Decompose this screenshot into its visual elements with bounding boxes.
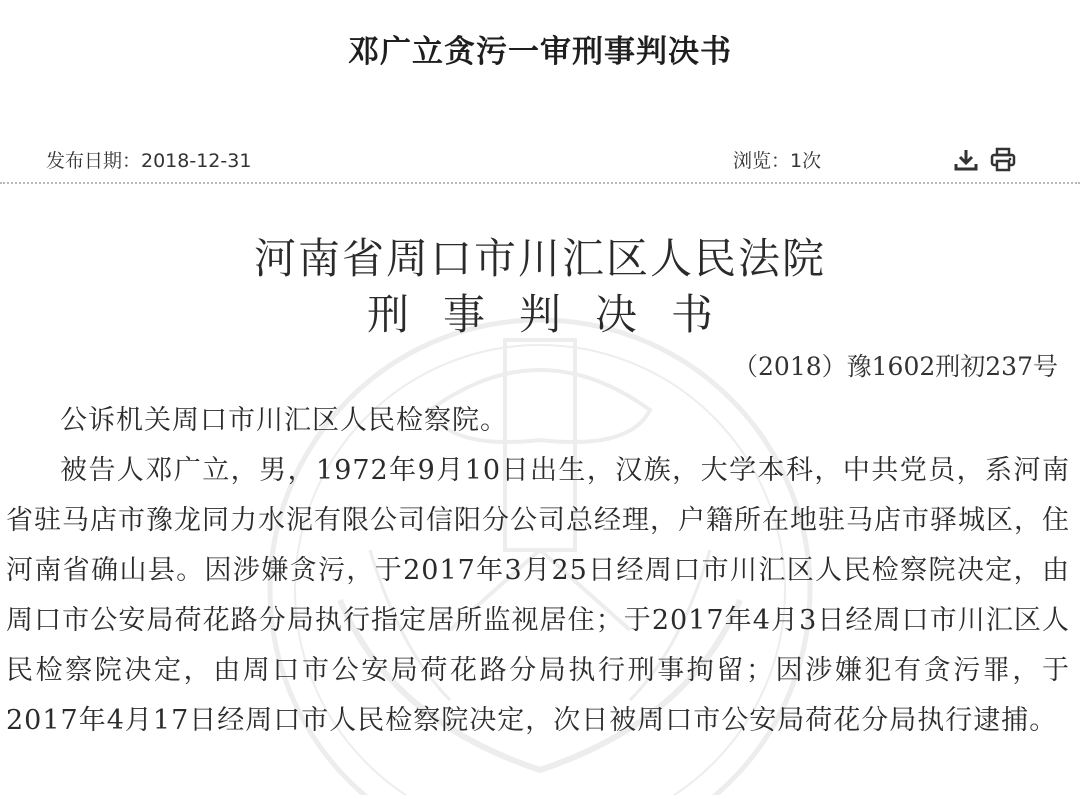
- publish-date: 发布日期：2018-12-31: [46, 150, 252, 172]
- download-icon[interactable]: [952, 146, 980, 174]
- paragraph-defendant: 被告人邓广立，男，1972年9月10日出生，汉族，大学本科，中共党员，系河南省驻马店市豫龙同力水泥有限公司信阳分公司总经理，户籍所在地驻马店市驿城区，住河南省确山县。因涉嫌贪污，于2017年3月25日经周口市川汇区人民检察院决定，由周口市公安局荷花路分局执行指定居所监视居住；于2017年4月3日经周口市川汇区人民检察院决定，由周口市公安局荷花路分局执行刑事拘留；因涉嫌犯有贪污罪，于2017年4月17日经周口市人民检察院决定，次日被周口市公安局荷花分局执行逮捕。: [6, 455, 1070, 736]
- meta-bar: [0, 140, 1080, 184]
- paragraph-prosecutor: 公诉机关周口市川汇区人民检察院。: [60, 405, 508, 436]
- document-body: [6, 396, 1070, 746]
- view-count: 浏览：1次: [733, 150, 822, 172]
- case-number: （2018）豫1602刑初237号: [733, 352, 1058, 381]
- court-name: 河南省周口市川汇区人民法院: [253, 234, 826, 283]
- page-title: 邓广立贪污一审刑事判决书: [348, 34, 732, 70]
- document-type: 刑事判决书: [366, 290, 747, 339]
- print-icon[interactable]: [989, 146, 1017, 174]
